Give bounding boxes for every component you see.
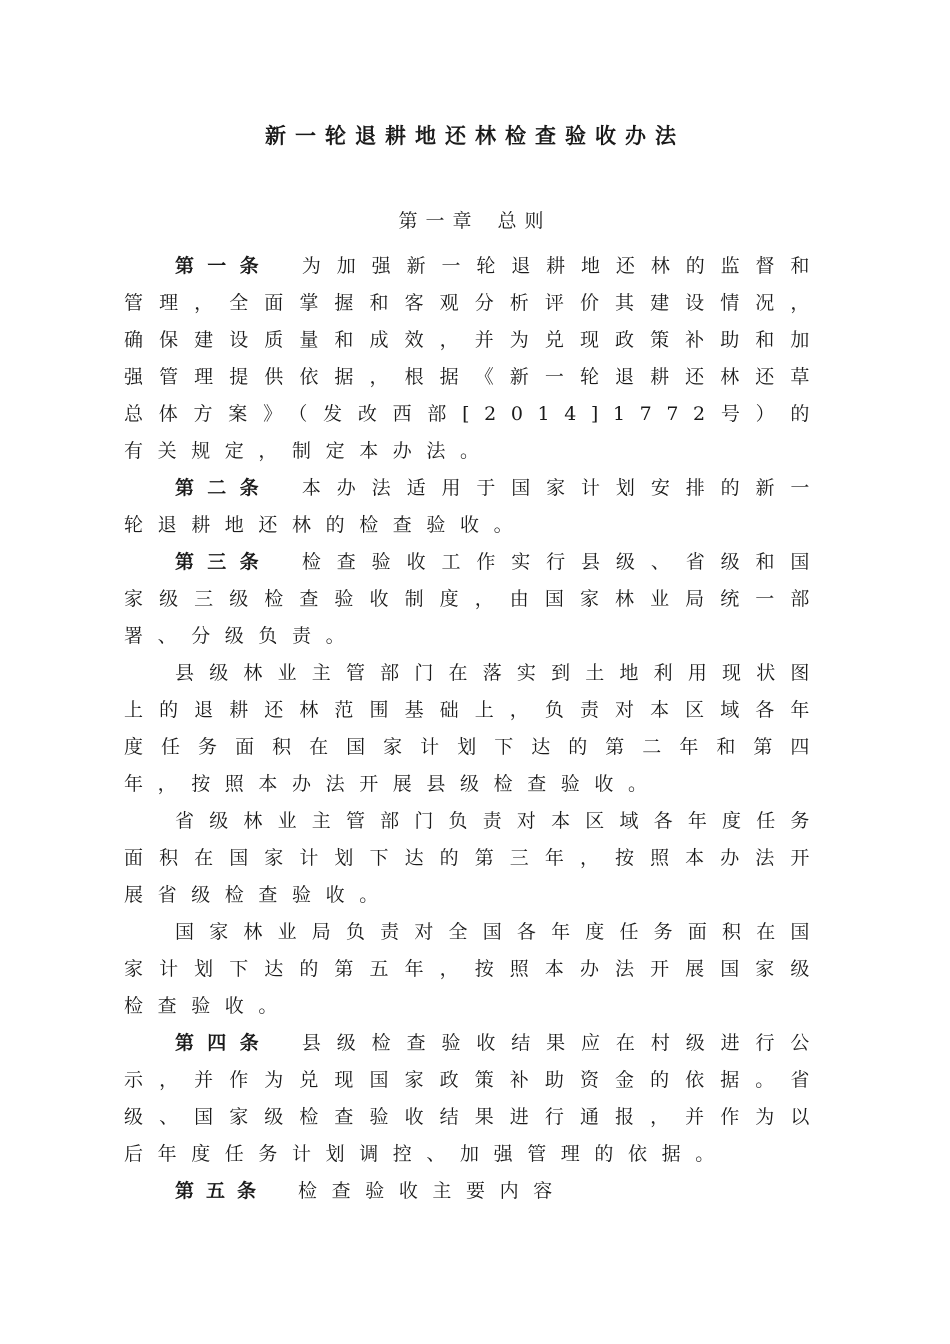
article-5 <box>124 1173 824 1210</box>
chapter-number: 第一章 <box>398 210 480 232</box>
paragraph-text: 县级林业主管部门在落实到土地利用现状图上的退耕还林范围基础上，负责对本区域各年度任务面积在国家计划下达的第二年和第四年，按照本办法开展县级检查验收。 <box>124 662 824 795</box>
article-number: 第二条 <box>175 477 272 499</box>
article-2 <box>124 470 824 544</box>
article-4 <box>124 1025 824 1173</box>
article-number: 第五条 <box>175 1180 269 1202</box>
document-title: 新一轮退耕地还林检查验收办法 <box>265 124 685 148</box>
article-number: 第一条 <box>175 255 272 277</box>
article-number: 第三条 <box>175 551 272 573</box>
paragraph-text: 省级林业主管部门负责对本区域各年度任务面积在国家计划下达的第三年，按照本办法开展省级检查验收。 <box>124 810 824 906</box>
article-text: 为加强新一轮退耕地还林的监督和管理，全面掌握和客观分析评价其建设情况，确保建设质量和成效，并为兑现政策补助和加强管理提供依据，根据《新一轮退耕还林还草总体方案》（发改西部[2014]1772号）的有关规定，制定本办法。 <box>124 255 824 462</box>
article-text: 本办法适用于国家计划安排的新一轮退耕地还林的检查验收。 <box>124 477 824 536</box>
paragraph-text: 国家林业局负责对全国各年度任务面积在国家计划下达的第五年，按照本办法开展国家级检查验收。 <box>124 921 824 1017</box>
article-text: 县级检查验收结果应在村级进行公示，并作为兑现国家政策补助资金的依据。省级、国家级检查验收结果进行通报，并作为以后年度任务计划调控、加强管理的依据。 <box>124 1032 824 1165</box>
article-text: 检查验收工作实行县级、省级和国家级三级检查验收制度，由国家林业局统一部署、分级负责。 <box>124 551 824 647</box>
article-3 <box>124 544 824 655</box>
chapter-name: 总则 <box>497 210 552 232</box>
article-text: 检查验收主要内容 <box>298 1180 567 1202</box>
chapter-heading <box>0 203 950 239</box>
article-number: 第四条 <box>175 1032 272 1054</box>
document-body <box>124 248 824 1210</box>
paragraph-national <box>124 914 824 1025</box>
paragraph-province <box>124 803 824 914</box>
paragraph-county <box>124 655 824 803</box>
article-1 <box>124 248 824 470</box>
